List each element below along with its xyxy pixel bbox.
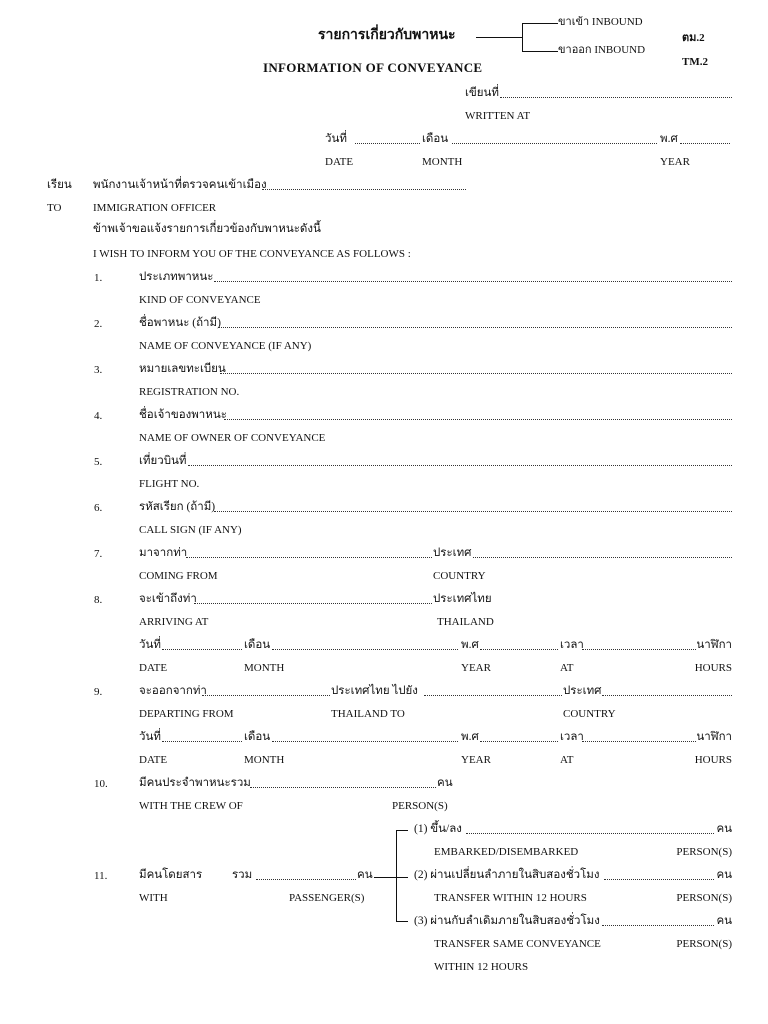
arriving-port-field[interactable] xyxy=(194,603,432,604)
item-number: 6. xyxy=(94,502,103,514)
form-title-english: INFORMATION OF CONVEYANCE xyxy=(263,60,483,75)
kind-label-en: KIND OF CONVEYANCE xyxy=(139,294,261,306)
call-sign-label-en: CALL SIGN (IF ANY) xyxy=(139,524,242,536)
country-label-th: ประเทศ xyxy=(433,547,472,559)
transfer-unit-th: คน xyxy=(716,869,732,881)
arrive-at-label-en: AT xyxy=(560,662,574,674)
passengers-unit-en: PASSENGER(S) xyxy=(289,892,365,904)
crew-label-en: WITH THE CREW OF xyxy=(139,800,243,812)
registration-label-th: หมายเลขทะเบียน xyxy=(139,363,226,375)
passengers-unit-th: คน xyxy=(357,869,373,881)
crew-label-th: มีคนประจำพาหนะรวม xyxy=(139,777,251,789)
arrive-month-field[interactable] xyxy=(272,649,458,650)
transfer-field[interactable] xyxy=(604,879,714,880)
same-conveyance-label-en: TRANSFER SAME CONVEYANCE xyxy=(434,938,601,950)
bracket-line xyxy=(522,23,558,24)
embarked-label-en: EMBARKED/DISEMBARKED xyxy=(434,846,579,858)
arrive-month-label-en: MONTH xyxy=(244,662,285,674)
written-at-field[interactable] xyxy=(500,97,732,98)
flight-label-en: FLIGHT NO. xyxy=(139,478,200,490)
item-number: 11. xyxy=(94,870,108,882)
owner-label-th: ชื่อเจ้าของพาหนะ xyxy=(139,409,227,421)
year-label-th: พ.ศ xyxy=(660,133,678,145)
month-label-th: เดือน xyxy=(422,133,449,145)
depart-month-label-en: MONTH xyxy=(244,754,285,766)
arriving-label-en: ARRIVING AT xyxy=(139,616,209,628)
registration-label-en: REGISTRATION NO. xyxy=(139,386,240,398)
passengers-total-label-th: รวม xyxy=(232,869,253,881)
bracket-line xyxy=(522,23,523,52)
embarked-unit-en: PERSON(S) xyxy=(676,846,732,858)
arrive-time-field[interactable] xyxy=(582,649,696,650)
to-label-th: เรียน xyxy=(47,179,72,191)
depart-time-label-th: เวลา xyxy=(560,731,584,743)
call-sign-field[interactable] xyxy=(214,511,732,512)
date-label-en: DATE xyxy=(325,156,354,168)
flight-label-th: เที่ยวบินที่ xyxy=(139,455,187,467)
inbound-option: ขาเข้า INBOUND xyxy=(558,16,643,28)
coming-from-label-th: มาจากท่า xyxy=(139,547,188,559)
coming-from-country-field[interactable] xyxy=(473,557,732,558)
year-label-en: YEAR xyxy=(660,156,690,168)
arrive-hours-label-en: HOURS xyxy=(694,662,732,674)
year-field[interactable] xyxy=(680,143,730,144)
bracket-line xyxy=(374,877,396,878)
country-label-en: COUNTRY xyxy=(433,570,486,582)
transfer-label-th: (2) ผ่านเปลี่ยนลำภายในสิบสองชั่วโมง xyxy=(414,869,600,881)
form-code-english: TM.2 xyxy=(682,56,708,68)
depart-year-label-th: พ.ศ xyxy=(461,731,479,743)
form-title-thai: รายการเกี่ยวกับพาหนะ xyxy=(318,28,456,43)
same-conveyance-label-th: (3) ผ่านกับลำเดิมภายในสิบสองชั่วโมง xyxy=(414,915,600,927)
depart-at-label-en: AT xyxy=(560,754,574,766)
arrive-date-field[interactable] xyxy=(162,649,242,650)
arrive-date-label-en: DATE xyxy=(139,662,168,674)
intro-en: I WISH TO INFORM YOU OF THE CONVEYANCE AS FOLLOWS : xyxy=(93,248,411,260)
depart-time-field[interactable] xyxy=(582,741,696,742)
destination-country-field[interactable] xyxy=(602,695,732,696)
depart-month-field[interactable] xyxy=(272,741,458,742)
passengers-label-en: WITH xyxy=(139,892,168,904)
thailand-label-th: ประเทศไทย xyxy=(433,593,492,605)
form-code-thai: ตม.2 xyxy=(682,32,705,44)
country-label-th: ประเทศ xyxy=(563,685,602,697)
crew-count-field[interactable] xyxy=(250,787,436,788)
depart-year-field[interactable] xyxy=(480,741,558,742)
to-label-en: TO xyxy=(47,202,62,214)
thailand-to-label-en: THAILAND TO xyxy=(331,708,405,720)
month-field[interactable] xyxy=(452,143,657,144)
crew-unit-th: คน xyxy=(437,777,453,789)
arrive-hours-label-th: นาฬิกา xyxy=(696,639,732,651)
passengers-total-field[interactable] xyxy=(256,879,356,880)
name-label-en: NAME OF CONVEYANCE (IF ANY) xyxy=(139,340,312,352)
arrive-year-label-en: YEAR xyxy=(461,662,491,674)
arriving-label-th: จะเข้าถึงท่า xyxy=(139,593,197,605)
bracket-line xyxy=(396,921,408,922)
arrive-year-label-th: พ.ศ xyxy=(461,639,479,651)
registration-field[interactable] xyxy=(220,373,732,374)
arrive-month-label-th: เดือน xyxy=(244,639,271,651)
bracket-line xyxy=(476,37,522,38)
transfer-unit-en: PERSON(S) xyxy=(676,892,732,904)
month-label-en: MONTH xyxy=(422,156,463,168)
conveyance-name-field[interactable] xyxy=(218,327,732,328)
embarked-label-th: (1) ขึ้น/ลง xyxy=(414,823,462,835)
officer-label-en: IMMIGRATION OFFICER xyxy=(93,202,217,214)
depart-hours-label-th: นาฬิกา xyxy=(696,731,732,743)
kind-label-th: ประเภทพาหนะ xyxy=(139,271,214,283)
officer-field[interactable] xyxy=(262,189,466,190)
item-number: 2. xyxy=(94,318,103,330)
officer-label-th: พนักงานเจ้าหน้าที่ตรวจคนเข้าเมือง xyxy=(93,179,267,191)
owner-label-en: NAME OF OWNER OF CONVEYANCE xyxy=(139,432,326,444)
arrive-time-label-th: เวลา xyxy=(560,639,584,651)
item-number: 8. xyxy=(94,594,103,606)
outbound-option: ขาออก INBOUND xyxy=(558,44,646,56)
item-number: 5. xyxy=(94,456,103,468)
item-number: 4. xyxy=(94,410,103,422)
departing-label-en: DEPARTING FROM xyxy=(139,708,234,720)
embarked-unit-th: คน xyxy=(716,823,732,835)
owner-field[interactable] xyxy=(224,419,732,420)
item-number: 3. xyxy=(94,364,103,376)
country-label-en: COUNTRY xyxy=(563,708,616,720)
bracket-line xyxy=(396,830,397,922)
date-field[interactable] xyxy=(355,143,420,144)
same-conveyance-field[interactable] xyxy=(602,925,714,926)
embarked-field[interactable] xyxy=(466,833,714,834)
intro-th: ข้าพเจ้าขอแจ้งรายการเกี่ยวข้องกับพาหนะดังนี้ xyxy=(93,223,321,235)
same-conveyance-label-en-2: WITHIN 12 HOURS xyxy=(434,961,529,973)
depart-date-label-th: วันที่ xyxy=(139,731,161,743)
thailand-label-en: THAILAND xyxy=(437,616,494,628)
item-number: 9. xyxy=(94,686,103,698)
destination-field[interactable] xyxy=(424,695,562,696)
name-label-th: ชื่อพาหนะ (ถ้ามี) xyxy=(139,317,221,329)
crew-unit-en: PERSON(S) xyxy=(392,800,448,812)
written-at-label-th: เขียนที่ xyxy=(465,87,499,99)
written-at-label-en: WRITTEN AT xyxy=(465,110,531,122)
item-number: 10. xyxy=(94,778,108,790)
item-number: 7. xyxy=(94,548,103,560)
thailand-to-label-th: ประเทศไทย ไปยัง xyxy=(331,685,418,697)
arrive-date-label-th: วันที่ xyxy=(139,639,161,651)
item-number: 1. xyxy=(94,272,103,284)
depart-year-label-en: YEAR xyxy=(461,754,491,766)
same-conveyance-unit-en: PERSON(S) xyxy=(676,938,732,950)
depart-date-label-en: DATE xyxy=(139,754,168,766)
coming-from-label-en: COMING FROM xyxy=(139,570,218,582)
departing-port-field[interactable] xyxy=(202,695,330,696)
date-label-th: วันที่ xyxy=(325,133,347,145)
coming-from-port-field[interactable] xyxy=(186,557,432,558)
arrive-year-field[interactable] xyxy=(480,649,558,650)
depart-hours-label-en: HOURS xyxy=(694,754,732,766)
same-conveyance-unit-th: คน xyxy=(716,915,732,927)
passengers-label-th: มีคนโดยสาร xyxy=(139,869,203,881)
bracket-line xyxy=(522,51,558,52)
depart-month-label-th: เดือน xyxy=(244,731,271,743)
departing-label-th: จะออกจากท่า xyxy=(139,685,207,697)
call-sign-label-th: รหัสเรียก (ถ้ามี) xyxy=(139,501,216,513)
bracket-line xyxy=(396,830,408,831)
transfer-label-en: TRANSFER WITHIN 12 HOURS xyxy=(434,892,587,904)
kind-of-conveyance-field[interactable] xyxy=(214,281,732,282)
bracket-line xyxy=(396,877,408,878)
depart-date-field[interactable] xyxy=(162,741,242,742)
flight-no-field[interactable] xyxy=(188,465,732,466)
